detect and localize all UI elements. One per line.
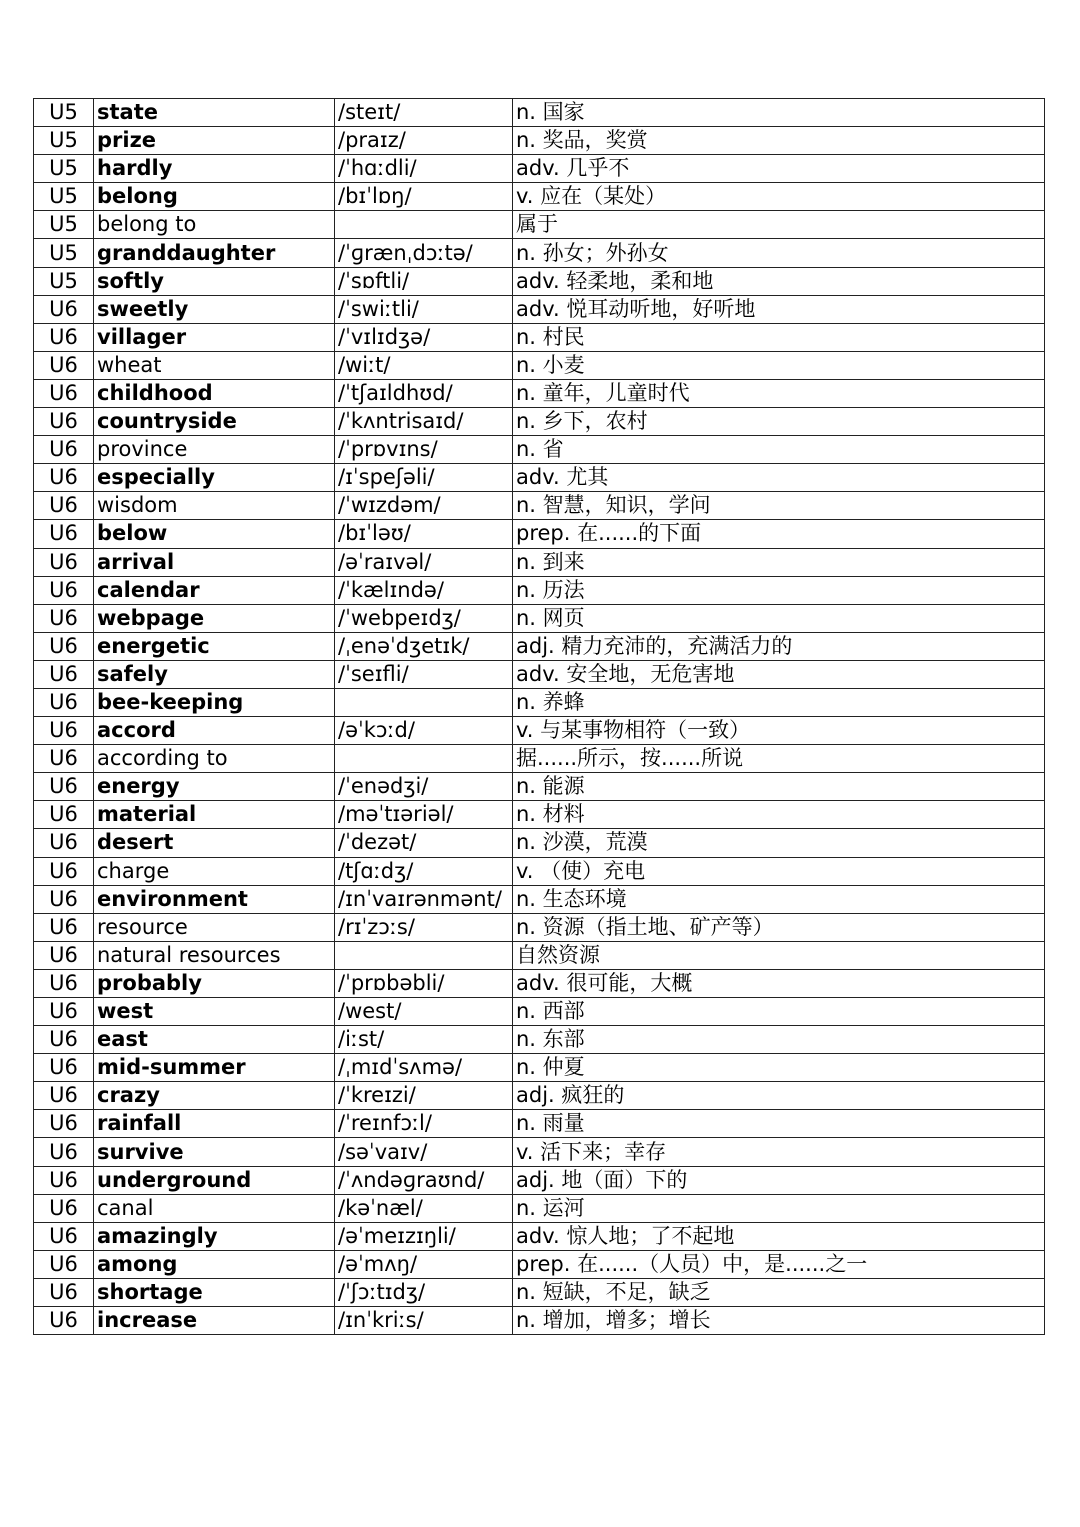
word-cell: webpage <box>94 604 335 632</box>
unit-cell: U6 <box>34 379 94 407</box>
table-row <box>34 267 1045 295</box>
meaning-cell: n. 仲夏 <box>513 1054 1045 1082</box>
word-cell: amazingly <box>94 1222 335 1250</box>
table-row <box>34 211 1045 239</box>
word-cell: granddaughter <box>94 239 335 267</box>
unit-cell: U5 <box>34 239 94 267</box>
meaning-cell: n. 短缺，不足，缺乏 <box>513 1278 1045 1306</box>
meaning-cell: n. 乡下，农村 <box>513 408 1045 436</box>
phonetic-cell: /səˈvaɪv/ <box>335 1138 513 1166</box>
word-cell: material <box>94 801 335 829</box>
table-row <box>34 1250 1045 1278</box>
word-cell: environment <box>94 885 335 913</box>
phonetic-cell: /kəˈnæl/ <box>335 1194 513 1222</box>
word-cell: especially <box>94 464 335 492</box>
meaning-cell: n. 西部 <box>513 998 1045 1026</box>
word-cell: west <box>94 998 335 1026</box>
meaning-cell: adv. 尤其 <box>513 464 1045 492</box>
meaning-cell: 据......所示，按......所说 <box>513 745 1045 773</box>
phonetic-cell: /əˈkɔːd/ <box>335 717 513 745</box>
table-row <box>34 351 1045 379</box>
unit-cell: U6 <box>34 464 94 492</box>
meaning-cell: n. 增加，增多；增长 <box>513 1307 1045 1335</box>
meaning-cell: adj. 精力充沛的，充满活力的 <box>513 632 1045 660</box>
phonetic-cell: /ˈseɪfli/ <box>335 660 513 688</box>
table-row <box>34 632 1045 660</box>
word-cell: province <box>94 436 335 464</box>
table-row <box>34 1082 1045 1110</box>
table-row <box>34 323 1045 351</box>
word-cell: safely <box>94 660 335 688</box>
table-row <box>34 183 1045 211</box>
meaning-cell: n. 生态环境 <box>513 885 1045 913</box>
unit-cell: U6 <box>34 998 94 1026</box>
unit-cell: U6 <box>34 1307 94 1335</box>
word-cell: below <box>94 520 335 548</box>
table-row <box>34 379 1045 407</box>
meaning-cell: n. 省 <box>513 436 1045 464</box>
unit-cell: U6 <box>34 604 94 632</box>
meaning-cell: n. 沙漠，荒漠 <box>513 829 1045 857</box>
word-cell: softly <box>94 267 335 295</box>
phonetic-cell: /steɪt/ <box>335 99 513 127</box>
unit-cell: U6 <box>34 1110 94 1138</box>
word-cell: desert <box>94 829 335 857</box>
word-cell: prize <box>94 127 335 155</box>
unit-cell: U6 <box>34 408 94 436</box>
word-cell: wisdom <box>94 492 335 520</box>
table-row <box>34 464 1045 492</box>
meaning-cell: n. 养蜂 <box>513 688 1045 716</box>
word-cell: probably <box>94 969 335 997</box>
meaning-cell: adj. 疯狂的 <box>513 1082 1045 1110</box>
unit-cell: U6 <box>34 1250 94 1278</box>
meaning-cell: adv. 很可能，大概 <box>513 969 1045 997</box>
table-row <box>34 1166 1045 1194</box>
table-row <box>34 520 1045 548</box>
phonetic-cell <box>335 941 513 969</box>
unit-cell: U6 <box>34 717 94 745</box>
phonetic-cell: /wiːt/ <box>335 351 513 379</box>
phonetic-cell: /əˈmeɪzɪŋli/ <box>335 1222 513 1250</box>
phonetic-cell: /ˈprɒbəbli/ <box>335 969 513 997</box>
word-cell: belong to <box>94 211 335 239</box>
unit-cell: U6 <box>34 520 94 548</box>
phonetic-cell: /ɪnˈkriːs/ <box>335 1307 513 1335</box>
phonetic-cell: /ˈhɑːdli/ <box>335 155 513 183</box>
meaning-cell: n. 国家 <box>513 99 1045 127</box>
phonetic-cell: /məˈtɪəriəl/ <box>335 801 513 829</box>
unit-cell: U6 <box>34 323 94 351</box>
phonetic-cell: /ˈwebpeɪdʒ/ <box>335 604 513 632</box>
meaning-cell: n. 能源 <box>513 773 1045 801</box>
unit-cell: U6 <box>34 885 94 913</box>
table-row <box>34 1222 1045 1250</box>
word-cell: accord <box>94 717 335 745</box>
meaning-cell: v. （使）充电 <box>513 857 1045 885</box>
unit-cell: U6 <box>34 351 94 379</box>
phonetic-cell: /ˈʃɔːtɪdʒ/ <box>335 1278 513 1306</box>
phonetic-cell: /bɪˈləʊ/ <box>335 520 513 548</box>
unit-cell: U5 <box>34 127 94 155</box>
word-cell: energetic <box>94 632 335 660</box>
meaning-cell: v. 应在（某处） <box>513 183 1045 211</box>
unit-cell: U5 <box>34 183 94 211</box>
table-row <box>34 1194 1045 1222</box>
unit-cell: U6 <box>34 1278 94 1306</box>
table-row <box>34 436 1045 464</box>
word-cell: east <box>94 1026 335 1054</box>
word-cell: resource <box>94 913 335 941</box>
word-cell: state <box>94 99 335 127</box>
table-row <box>34 745 1045 773</box>
unit-cell: U6 <box>34 1194 94 1222</box>
table-row <box>34 604 1045 632</box>
unit-cell: U6 <box>34 436 94 464</box>
unit-cell: U6 <box>34 1166 94 1194</box>
unit-cell: U6 <box>34 632 94 660</box>
table-row <box>34 1110 1045 1138</box>
unit-cell: U6 <box>34 857 94 885</box>
word-cell: crazy <box>94 1082 335 1110</box>
meaning-cell: n. 村民 <box>513 323 1045 351</box>
table-row <box>34 660 1045 688</box>
phonetic-cell: /ˈɡrænˌdɔːtə/ <box>335 239 513 267</box>
unit-cell: U6 <box>34 1026 94 1054</box>
unit-cell: U6 <box>34 548 94 576</box>
word-cell: arrival <box>94 548 335 576</box>
table-row <box>34 408 1045 436</box>
meaning-cell: n. 小麦 <box>513 351 1045 379</box>
word-cell: villager <box>94 323 335 351</box>
unit-cell: U5 <box>34 155 94 183</box>
phonetic-cell <box>335 211 513 239</box>
word-cell: childhood <box>94 379 335 407</box>
unit-cell: U5 <box>34 211 94 239</box>
meaning-cell: n. 孙女；外孙女 <box>513 239 1045 267</box>
word-cell: sweetly <box>94 295 335 323</box>
unit-cell: U6 <box>34 688 94 716</box>
phonetic-cell: /ˌenəˈdʒetɪk/ <box>335 632 513 660</box>
unit-cell: U6 <box>34 492 94 520</box>
meaning-cell: n. 奖品，奖赏 <box>513 127 1045 155</box>
meaning-cell: n. 资源（指土地、矿产等） <box>513 913 1045 941</box>
table-row <box>34 576 1045 604</box>
table-row <box>34 1026 1045 1054</box>
unit-cell: U6 <box>34 913 94 941</box>
unit-cell: U6 <box>34 295 94 323</box>
phonetic-cell: /əˈraɪvəl/ <box>335 548 513 576</box>
phonetic-cell: /tʃɑːdʒ/ <box>335 857 513 885</box>
word-cell: underground <box>94 1166 335 1194</box>
phonetic-cell: /ˈtʃaɪldhʊd/ <box>335 379 513 407</box>
unit-cell: U6 <box>34 801 94 829</box>
table-row <box>34 239 1045 267</box>
meaning-cell: n. 历法 <box>513 576 1045 604</box>
table-row <box>34 127 1045 155</box>
word-cell: increase <box>94 1307 335 1335</box>
unit-cell: U6 <box>34 829 94 857</box>
table-row <box>34 548 1045 576</box>
table-row <box>34 295 1045 323</box>
table-row <box>34 969 1045 997</box>
meaning-cell: prep. 在......（人员）中，是......之一 <box>513 1250 1045 1278</box>
phonetic-cell: /ˈswiːtli/ <box>335 295 513 323</box>
meaning-cell: n. 童年，儿童时代 <box>513 379 1045 407</box>
word-cell: rainfall <box>94 1110 335 1138</box>
meaning-cell: n. 运河 <box>513 1194 1045 1222</box>
word-cell: survive <box>94 1138 335 1166</box>
phonetic-cell: /ˈwɪzdəm/ <box>335 492 513 520</box>
word-cell: among <box>94 1250 335 1278</box>
meaning-cell: prep. 在......的下面 <box>513 520 1045 548</box>
word-cell: shortage <box>94 1278 335 1306</box>
table-row <box>34 1138 1045 1166</box>
meaning-cell: 自然资源 <box>513 941 1045 969</box>
meaning-cell: adv. 悦耳动听地，好听地 <box>513 295 1045 323</box>
unit-cell: U5 <box>34 99 94 127</box>
table-row <box>34 1307 1045 1335</box>
vocabulary-table-body <box>34 99 1045 1335</box>
phonetic-cell: /praɪz/ <box>335 127 513 155</box>
table-row <box>34 1278 1045 1306</box>
meaning-cell: v. 活下来；幸存 <box>513 1138 1045 1166</box>
word-cell: belong <box>94 183 335 211</box>
phonetic-cell: /west/ <box>335 998 513 1026</box>
word-cell: charge <box>94 857 335 885</box>
word-cell: bee-keeping <box>94 688 335 716</box>
unit-cell: U6 <box>34 773 94 801</box>
table-row <box>34 99 1045 127</box>
table-row <box>34 155 1045 183</box>
unit-cell: U6 <box>34 660 94 688</box>
meaning-cell: 属于 <box>513 211 1045 239</box>
word-cell: calendar <box>94 576 335 604</box>
meaning-cell: n. 材料 <box>513 801 1045 829</box>
word-cell: energy <box>94 773 335 801</box>
word-cell: canal <box>94 1194 335 1222</box>
table-row <box>34 913 1045 941</box>
word-cell: natural resources <box>94 941 335 969</box>
unit-cell: U6 <box>34 1222 94 1250</box>
meaning-cell: n. 智慧，知识，学问 <box>513 492 1045 520</box>
phonetic-cell: /rɪˈzɔːs/ <box>335 913 513 941</box>
table-row <box>34 829 1045 857</box>
word-cell: according to <box>94 745 335 773</box>
word-cell: wheat <box>94 351 335 379</box>
unit-cell: U6 <box>34 576 94 604</box>
phonetic-cell: /iːst/ <box>335 1026 513 1054</box>
phonetic-cell: /ˈkælɪndə/ <box>335 576 513 604</box>
phonetic-cell: /ˈenədʒi/ <box>335 773 513 801</box>
meaning-cell: adj. 地（面）下的 <box>513 1166 1045 1194</box>
table-row <box>34 1054 1045 1082</box>
phonetic-cell: /ˈprɒvɪns/ <box>335 436 513 464</box>
meaning-cell: n. 网页 <box>513 604 1045 632</box>
meaning-cell: adv. 轻柔地，柔和地 <box>513 267 1045 295</box>
table-row <box>34 773 1045 801</box>
meaning-cell: adv. 惊人地；了不起地 <box>513 1222 1045 1250</box>
phonetic-cell: /ˈsɒftli/ <box>335 267 513 295</box>
phonetic-cell: /ˌmɪdˈsʌmə/ <box>335 1054 513 1082</box>
phonetic-cell: /ˈreɪnfɔːl/ <box>335 1110 513 1138</box>
phonetic-cell: /əˈmʌŋ/ <box>335 1250 513 1278</box>
phonetic-cell: /ˈvɪlɪdʒə/ <box>335 323 513 351</box>
unit-cell: U6 <box>34 969 94 997</box>
table-row <box>34 688 1045 716</box>
meaning-cell: v. 与某事物相符（一致） <box>513 717 1045 745</box>
phonetic-cell: /ˈʌndəɡraʊnd/ <box>335 1166 513 1194</box>
meaning-cell: adv. 几乎不 <box>513 155 1045 183</box>
vocabulary-table <box>33 98 1045 1335</box>
meaning-cell: adv. 安全地，无危害地 <box>513 660 1045 688</box>
phonetic-cell <box>335 688 513 716</box>
word-cell: mid-summer <box>94 1054 335 1082</box>
phonetic-cell: /ɪˈspeʃəli/ <box>335 464 513 492</box>
phonetic-cell <box>335 745 513 773</box>
table-row <box>34 998 1045 1026</box>
phonetic-cell: /ˈdezət/ <box>335 829 513 857</box>
word-cell: countryside <box>94 408 335 436</box>
table-row <box>34 492 1045 520</box>
phonetic-cell: /ˈkreɪzi/ <box>335 1082 513 1110</box>
table-row <box>34 717 1045 745</box>
unit-cell: U6 <box>34 1054 94 1082</box>
meaning-cell: n. 东部 <box>513 1026 1045 1054</box>
table-row <box>34 801 1045 829</box>
unit-cell: U5 <box>34 267 94 295</box>
word-cell: hardly <box>94 155 335 183</box>
table-row <box>34 857 1045 885</box>
table-row <box>34 941 1045 969</box>
phonetic-cell: /ˈkʌntrisaɪd/ <box>335 408 513 436</box>
table-row <box>34 885 1045 913</box>
meaning-cell: n. 雨量 <box>513 1110 1045 1138</box>
unit-cell: U6 <box>34 1138 94 1166</box>
unit-cell: U6 <box>34 1082 94 1110</box>
phonetic-cell: /bɪˈlɒŋ/ <box>335 183 513 211</box>
unit-cell: U6 <box>34 941 94 969</box>
phonetic-cell: /ɪnˈvaɪrənmənt/ <box>335 885 513 913</box>
unit-cell: U6 <box>34 745 94 773</box>
meaning-cell: n. 到来 <box>513 548 1045 576</box>
